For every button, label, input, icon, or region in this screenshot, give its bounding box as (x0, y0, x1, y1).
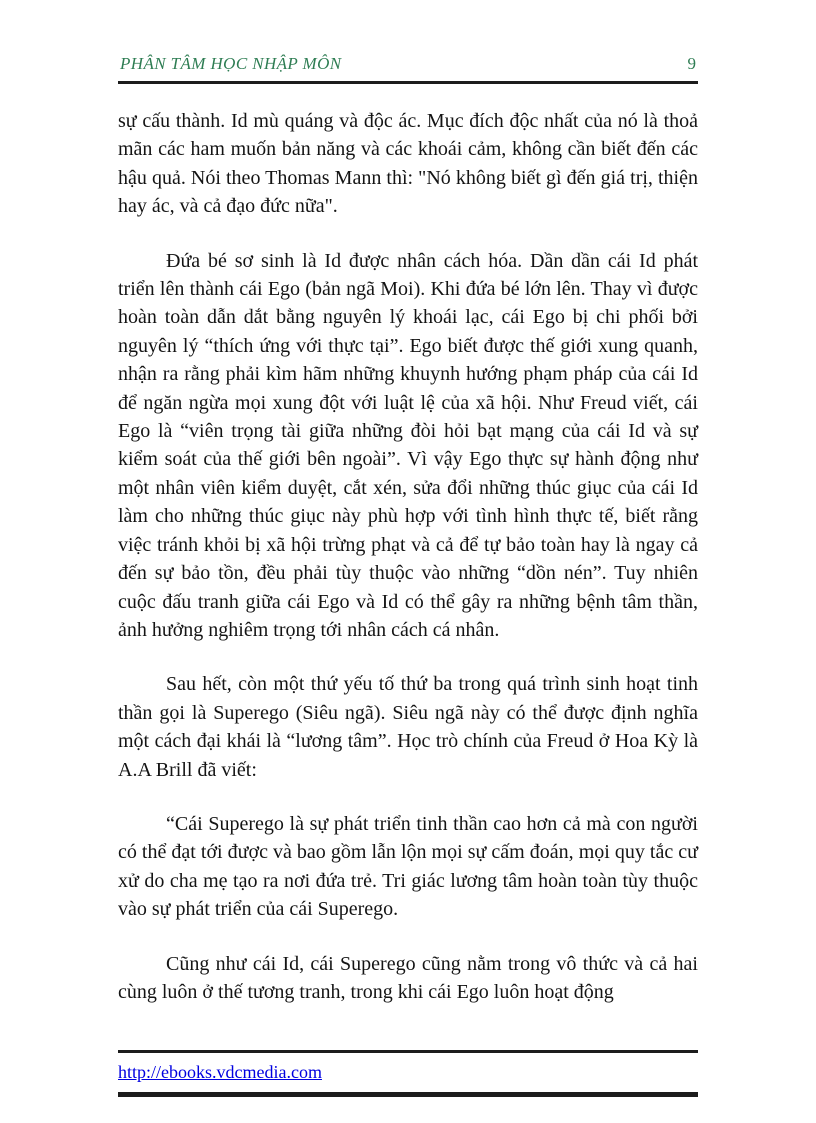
paragraph: Đứa bé sơ sinh là Id được nhân cách hóa. Dần dần cái Id phát triển lên thành cái Ego (bản ngã Moi). Khi đứa bé lớn lên. Thay vì được hoàn toàn dẫn dắt bằng nguyên lý khoái lạc, cái Ego bị chi phối bởi nguyên lý “thích ứng với thực tại”. Ego biết được thế giới xung quanh, nhận ra rằng phải kìm hãm những khuynh hướng phạm pháp của cái Id để ngăn ngừa mọi xung đột với luật lệ của xã hội. Như Freud viết, cái Ego là “viên trọng tài giữa những đòi hỏi bạt mạng của cái Id và sự kiểm soát của thế giới bên ngoài”. Vì vậy Ego thực sự hành động như một nhân viên kiểm duyệt, cắt xén, sửa đổi những thúc giục của cái Id làm cho những thúc giục này phù hợp với tình hình thực tế, biết rằng việc tránh khỏi bị xã hội trừng phạt và cả để tự bảo toàn hay là ngay cả đến sự bảo tồn, đều phải tùy thuộc vào những “dồn nén”. Tuy nhiên cuộc đấu tranh giữa cái Ego và Id có thể gây ra những bệnh tâm thần, ảnh hưởng nghiêm trọng tới nhân cách cá nhân. (118, 249, 698, 641)
page-footer (118, 1050, 698, 1097)
paragraph: sự cấu thành. Id mù quáng và độc ác. Mục đích độc nhất của nó là thoả mãn các ham muốn bản năng và các khoái cảm, không cần biết đến các hậu quả. Nói theo Thomas Mann thì: "Nó không biết gì đến giá trị, thiện hay ác, và cả đạo đức nữa". (118, 110, 698, 218)
header-divider (118, 81, 698, 84)
paragraph: Cũng như cái Id, cái Superego cũng nằm trong vô thức và cả hai cùng luôn ở thế tương tranh, trong khi cái Ego luôn hoạt động (118, 952, 698, 1003)
paragraph: Sau hết, còn một thứ yếu tố thứ ba trong quá trình sinh hoạt tinh thần gọi là Superego (Siêu ngã). Siêu ngã này có thể được định nghĩa một cách đại khái là “lương tâm”. Học trò chính của Freud ở Hoa Kỳ là A.A Brill đã viết: (118, 673, 698, 781)
page-header (118, 54, 698, 74)
footer-divider-top (118, 1050, 698, 1053)
document-body (118, 107, 698, 1006)
paragraph: “Cái Superego là sự phát triển tinh thần cao hơn cả mà con người có thể đạt tới được và bao gồm lẫn lộn mọi sự cấm đoán, mọi quy tắc cư xử do cha mẹ tạo ra nơi đứa trẻ. Tri giác lương tâm hoàn toàn tùy thuộc vào sự phát triển của cái Superego. (118, 812, 698, 921)
page-number: 9 (687, 54, 696, 73)
header-title: PHÂN TÂM HỌC NHẬP MÔN (120, 54, 342, 73)
footer-divider-bottom (118, 1092, 698, 1097)
footer-link[interactable]: http://ebooks.vdcmedia.com (118, 1062, 322, 1082)
